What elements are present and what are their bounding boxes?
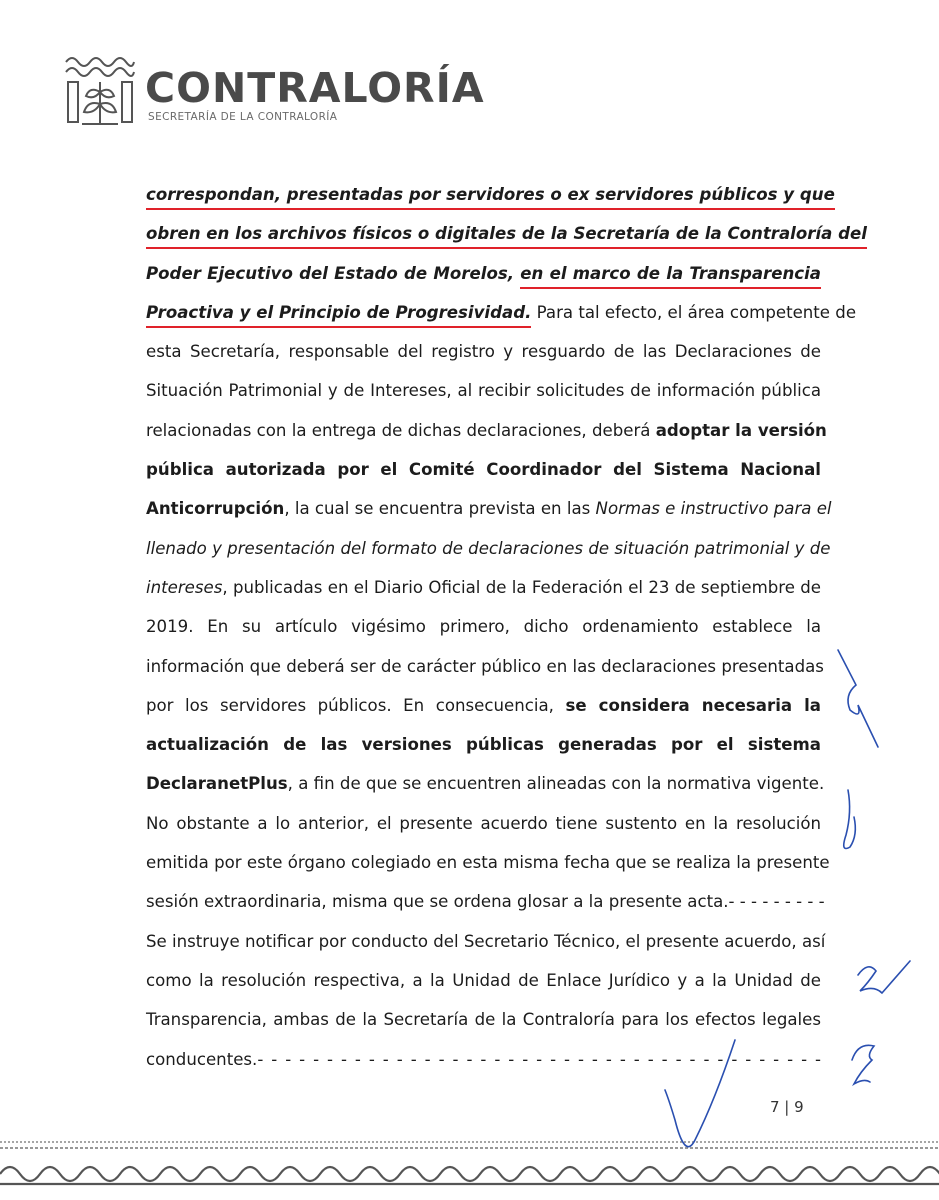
body-line: DeclaranetPlus, a fin de que se encuentren alineadas con la normativa vigente.	[146, 774, 825, 794]
body-line: pública autorizada por el Comité Coordinador del Sistema Nacional	[146, 460, 821, 480]
body-line: llenado y presentación del formato de declaraciones de situación patrimonial y de	[146, 538, 831, 558]
org-subtitle: SECRETARÍA DE LA CONTRALORÍA	[148, 111, 338, 123]
body-line: Anticorrupción, la cual se encuentra prevista en las Normas e instructivo para el	[146, 499, 832, 519]
page-number: 7 | 9	[770, 1098, 804, 1116]
body-line: Transparencia, ambas de la Secretaría de la Contraloría para los efectos legales	[146, 1010, 821, 1030]
body-line: esta Secretaría, responsable del registro y resguardo de las Declaraciones de	[146, 342, 821, 362]
body-line: por los servidores públicos. En consecuencia, se considera necesaria la	[146, 695, 822, 715]
document-body	[146, 175, 867, 1079]
body-line: conducentes.- - - - - - - - - - - - - - - - - - - - - - - - - - - - - - - - - - - - - - - - -	[146, 1049, 821, 1069]
decorative-footer-border	[0, 1138, 939, 1200]
contraloria-emblem-icon	[60, 52, 140, 132]
body-line: actualización de las versiones públicas generadas por el sistema	[146, 735, 821, 755]
body-line: información que deberá ser de carácter público en las declaraciones presentadas	[146, 656, 824, 676]
letterhead	[60, 50, 485, 140]
body-line: intereses, publicadas en el Diario Oficial de la Federación el 23 de septiembre de	[146, 577, 821, 597]
body-line: obren en los archivos físicos o digitales de la Secretaría de la Contraloría del	[146, 214, 821, 253]
body-line: 2019. En su artículo vigésimo primero, dicho ordenamiento establece la	[146, 617, 821, 637]
body-line: Se instruye notificar por conducto del Secretario Técnico, el presente acuerdo, así	[146, 931, 826, 951]
body-line: Situación Patrimonial y de Intereses, al recibir solicitudes de información pública	[146, 381, 821, 401]
body-line: como la resolución respectiva, a la Unidad de Enlace Jurídico y a la Unidad de	[146, 970, 821, 990]
body-line: No obstante a lo anterior, el presente acuerdo tiene sustento en la resolución	[146, 813, 821, 833]
body-line: sesión extraordinaria, misma que se ordena glosar a la presente acta.- - - - - - - - -	[146, 892, 825, 912]
body-line: Poder Ejecutivo del Estado de Morelos, en el marco de la Transparencia	[146, 254, 821, 293]
body-line: Proactiva y el Principio de Progresividad. Para tal efecto, el área competente de	[146, 293, 821, 332]
body-line: emitida por este órgano colegiado en esta misma fecha que se realiza la presente	[146, 853, 830, 873]
org-title: CONTRALORÍA	[145, 64, 485, 112]
body-line: correspondan, presentadas por servidores o ex servidores públicos y que	[146, 175, 821, 214]
body-line: relacionadas con la entrega de dichas declaraciones, deberá adoptar la versión	[146, 420, 827, 440]
